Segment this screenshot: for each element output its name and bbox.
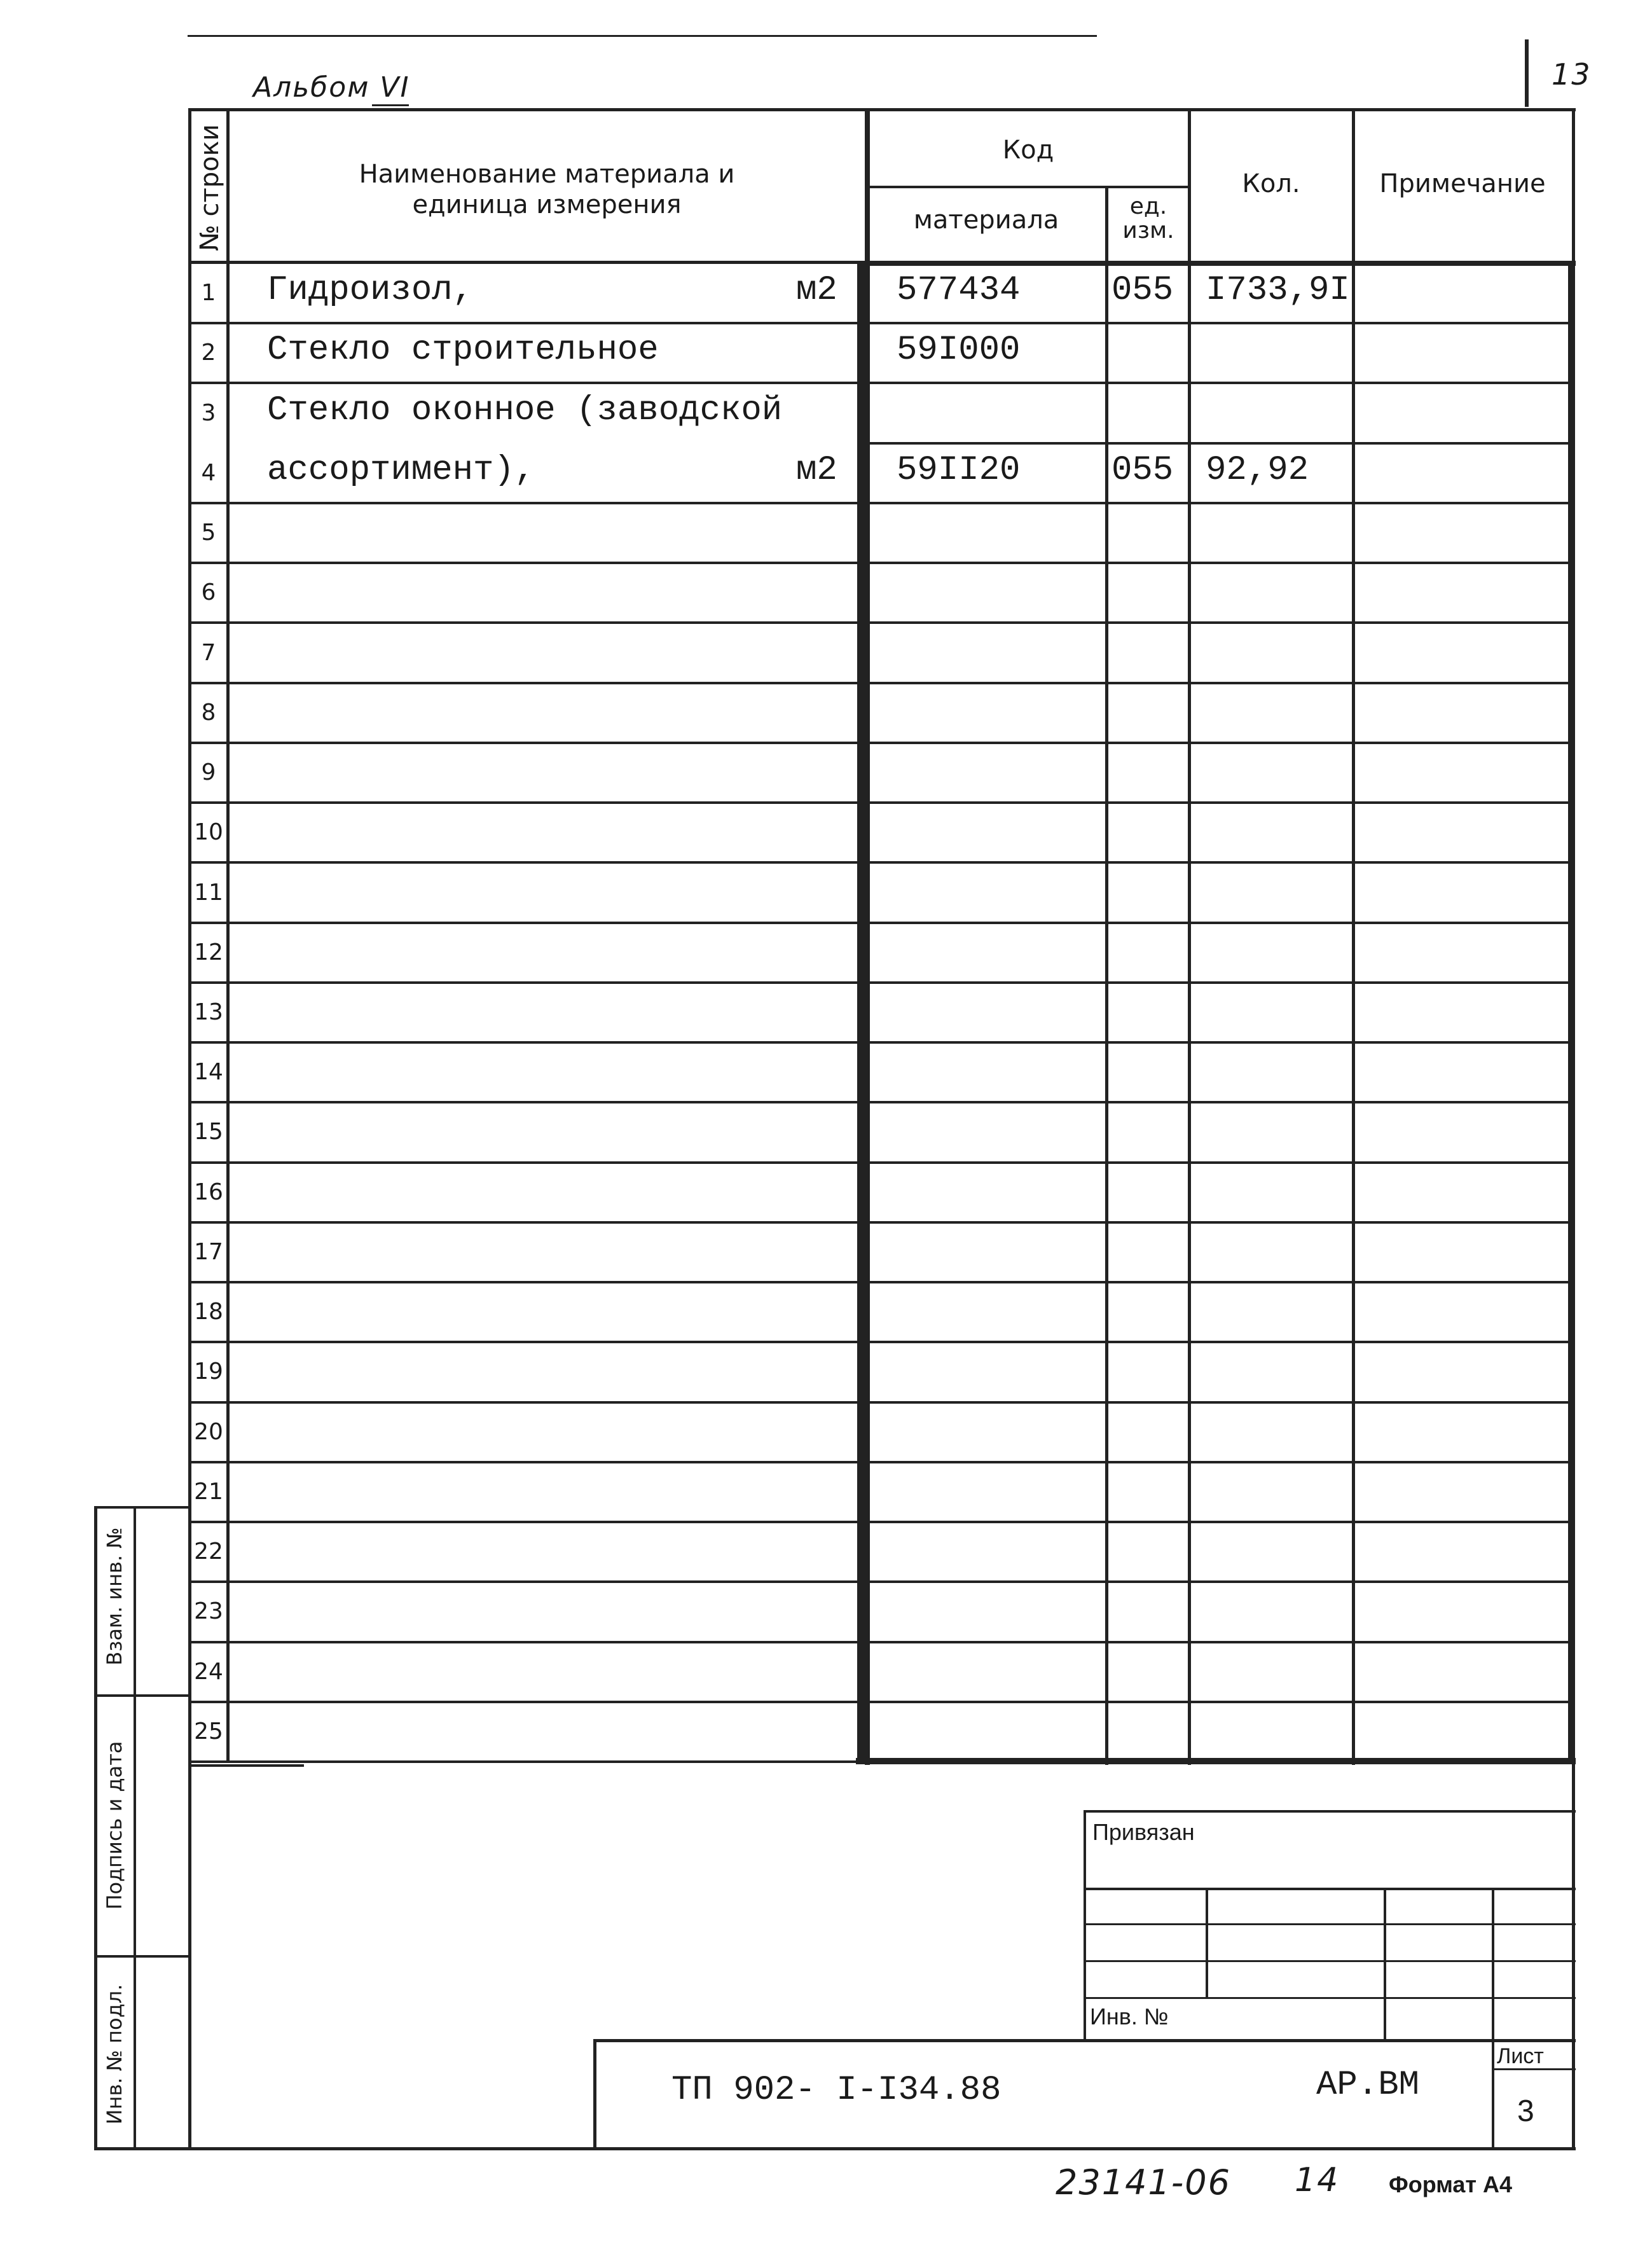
stamp-podpis-data: Подпись и дата [102, 1741, 127, 1910]
title-block-top [595, 2039, 1576, 2042]
page-bottom-border [94, 2147, 1576, 2150]
row-number: 5 [201, 520, 216, 546]
stamp-top-line [94, 1506, 189, 1509]
row-divider [189, 1401, 1574, 1404]
row-divider [189, 562, 1574, 564]
code-subheader-line [867, 186, 1189, 188]
header-code: Код [1002, 135, 1054, 165]
row-number: 4 [201, 459, 216, 486]
row-divider [189, 981, 1574, 984]
row-divider [189, 742, 1574, 744]
data-frame-top [865, 261, 1576, 266]
row-unit: м2 [796, 450, 837, 490]
doc-code: ТП 902- I-I34.88 [671, 2071, 1002, 2110]
privyazan-line-4 [1085, 1997, 1576, 1999]
album-underline [372, 104, 409, 106]
row-material-code: 577434 [897, 271, 1021, 310]
row-unit-code: 055 [1112, 450, 1174, 490]
row-divider [189, 382, 1574, 384]
row-number: 10 [194, 819, 223, 846]
row-number: 20 [194, 1418, 223, 1445]
col-code-divider [1105, 186, 1108, 1765]
row-number: 1 [201, 280, 216, 307]
privyazan-top [1085, 1810, 1576, 1813]
row-number: 11 [194, 879, 223, 906]
privyazan-line-1 [1085, 1888, 1576, 1890]
row-number: 12 [194, 939, 223, 965]
row-number: 19 [194, 1359, 223, 1385]
header-qty: Кол. [1242, 169, 1300, 198]
header-code-material: материала [913, 205, 1059, 235]
row-divider [189, 801, 1574, 804]
format-label: Формат А4 [1389, 2171, 1513, 2197]
privyazan-line-3 [1085, 1960, 1576, 1962]
row-number: 15 [194, 1119, 223, 1145]
title-block-sheet-divider [1492, 2039, 1494, 2150]
row-number: 3 [201, 399, 216, 426]
stamp-mid-border [134, 1506, 136, 2150]
row-divider [189, 1101, 1574, 1103]
row-qty: I733,9I [1206, 271, 1350, 310]
row-divider [189, 1580, 1574, 1583]
row-number: 8 [201, 699, 216, 726]
row-number: 21 [194, 1478, 223, 1505]
privyazan-inv-no: Инв. № [1090, 2003, 1169, 2029]
row-divider [865, 442, 1574, 445]
row-divider [189, 1760, 1574, 1763]
row-divider [189, 1161, 1574, 1164]
row-divider [189, 861, 1574, 864]
row-number: 24 [194, 1658, 223, 1685]
row-divider [189, 1461, 1574, 1463]
row-divider [189, 502, 1574, 504]
sheet-number: 3 [1517, 2094, 1534, 2128]
data-frame-right [1568, 261, 1574, 1764]
row-number: 25 [194, 1718, 223, 1745]
header-note: Примечание [1379, 169, 1546, 198]
row-divider [189, 1221, 1574, 1224]
col-unit-divider [1188, 108, 1191, 1765]
row-unit-code: 055 [1112, 271, 1174, 310]
top-rule [188, 35, 1097, 37]
privyazan-col-3 [1492, 1888, 1494, 2039]
row-qty: 92,92 [1206, 450, 1309, 490]
row-name: Гидроизол, [267, 271, 474, 310]
privyazan-col-2 [1384, 1888, 1386, 2039]
page-number: 13 [1552, 57, 1592, 92]
row-number: 14 [194, 1059, 223, 1086]
stamp-line-1 [94, 1694, 189, 1697]
row-material-code: 59II20 [897, 450, 1021, 490]
stamp-line-2 [94, 1955, 189, 1958]
sheet-label: Лист [1497, 2044, 1544, 2068]
header-code-unit: ед. изм. [1122, 193, 1174, 244]
row-unit: м2 [796, 271, 837, 310]
header-row-no: № строки [195, 124, 224, 251]
album-label: Альбом VI [253, 71, 410, 104]
row-number: 13 [194, 999, 223, 1025]
row-name: Стекло оконное (заводской [267, 391, 783, 430]
row-divider [189, 1701, 1574, 1703]
privyazan-col-1 [1206, 1888, 1208, 1997]
row-divider [189, 1281, 1574, 1283]
row-number: 18 [194, 1299, 223, 1325]
row-divider [189, 1641, 1574, 1643]
archive-page: 14 [1295, 2161, 1340, 2199]
stamp-left-border [94, 1506, 97, 2150]
privyazan-label: Привязан [1092, 1819, 1195, 1845]
doc-section: АР.ВМ [1316, 2066, 1420, 2105]
row-number: 16 [194, 1179, 223, 1205]
row-name: ассортимент), [267, 450, 535, 490]
row-material-code: 59I000 [897, 331, 1021, 370]
title-block-left [593, 2039, 596, 2150]
data-frame-left [857, 261, 865, 1764]
row-number: 23 [194, 1598, 223, 1625]
row-number: 7 [201, 639, 216, 666]
row-divider [189, 621, 1574, 624]
row-number: 2 [201, 340, 216, 366]
row-number: 17 [194, 1238, 223, 1265]
header-name: Наименование материала и единица измерения [359, 160, 735, 219]
row-number: 9 [201, 759, 216, 786]
stamp-vzam-inv: Взам. инв. № [102, 1527, 127, 1666]
row-number: 6 [201, 579, 216, 606]
table-top-border [189, 108, 1576, 111]
page-number-divider [1525, 39, 1529, 107]
row-divider [189, 1041, 1574, 1044]
row-divider [189, 1341, 1574, 1343]
row-divider [189, 922, 1574, 924]
row-divider [189, 322, 1574, 324]
lower-area-top [189, 1764, 304, 1767]
row-number: 22 [194, 1539, 223, 1565]
lower-right-border [1572, 1764, 1575, 2150]
col-name-divider [865, 108, 870, 1765]
row-divider [189, 682, 1574, 684]
row-divider [189, 1521, 1574, 1523]
privyazan-line-2 [1085, 1923, 1576, 1925]
stamp-inv-podl: Инв. № подл. [102, 1984, 127, 2125]
row-name: Стекло строительное [267, 331, 659, 370]
col-qty-divider [1352, 108, 1355, 1765]
col-rowno-divider [226, 108, 230, 1762]
archive-number: 23141-06 [1056, 2162, 1231, 2202]
